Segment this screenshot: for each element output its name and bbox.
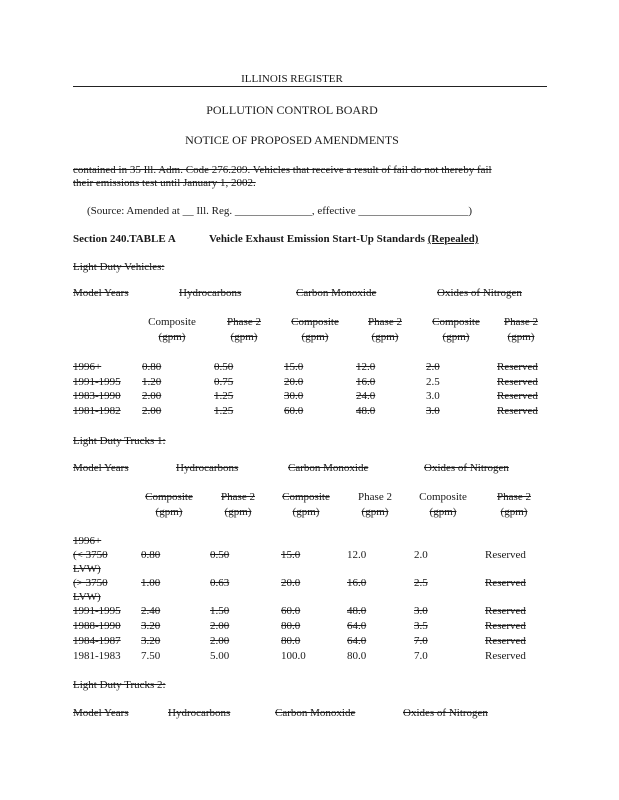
table1-cell: 2.00	[142, 405, 162, 417]
table2-title: Light Duty Trucks 1:	[73, 435, 166, 447]
table1-cell: 12.0	[356, 361, 376, 373]
table2-cell: Reserved	[485, 620, 526, 632]
table2-cell: 3.20	[141, 635, 161, 647]
table1-sub-nox-composite: Composite	[432, 316, 480, 328]
table2-header-carbon-monoxide: Carbon Monoxide	[288, 462, 369, 474]
table2-cell: 0.80	[141, 549, 161, 561]
table1-header-hydrocarbons: Hydrocarbons	[179, 287, 242, 299]
table2-sub-hc-phase2: Phase 2	[221, 491, 255, 503]
table1-cell: 1983-1990	[73, 390, 121, 402]
table1-cell: 1981-1982	[73, 405, 121, 417]
table2-cell: 3.5	[414, 620, 428, 632]
table1-sub-nox-phase2-unit: (gpm)	[507, 331, 535, 343]
table1-cell: 2.5	[426, 376, 440, 388]
table1-cell: 1996+	[73, 361, 102, 373]
table2-cell: 80.0	[281, 620, 301, 632]
table2-header-model-years: Model Years	[73, 462, 129, 474]
notice-title: NOTICE OF PROPOSED AMENDMENTS	[185, 133, 399, 147]
table1-sub-hc-phase2: Phase 2	[227, 316, 261, 328]
table2-cell: 2.00	[210, 635, 230, 647]
table1-sub-nox-composite-unit: (gpm)	[442, 331, 470, 343]
table3-header-oxides-nitrogen: Oxides of Nitrogen	[403, 707, 488, 719]
table2-cell: 7.0	[414, 635, 428, 647]
table2-cell: 2.40	[141, 605, 161, 617]
table1-cell: 48.0	[356, 405, 376, 417]
table1-cell: 15.0	[284, 361, 304, 373]
board-title: POLLUTION CONTROL BOARD	[206, 103, 378, 117]
table1-cell: 2.0	[426, 361, 440, 373]
table2-cell: 2.0	[414, 549, 428, 561]
table2-cell: 7.50	[141, 650, 161, 662]
table1-cell: 3.0	[426, 390, 440, 402]
intro-line-2: their emissions test until January 1, 2002.	[73, 177, 256, 189]
table1-sub-hc-composite: Composite	[148, 316, 196, 328]
table2-cell: (> 3750	[73, 577, 108, 589]
table1-header-carbon-monoxide: Carbon Monoxide	[296, 287, 377, 299]
table2-sub-nox-composite-unit: (gpm)	[429, 506, 457, 518]
table3-title: Light Duty Trucks 2:	[73, 679, 166, 691]
table1-title: Light Duty Vehicles:	[73, 261, 165, 273]
table1-cell: 30.0	[284, 390, 304, 402]
table2-sub-co-phase2-unit: (gpm)	[361, 506, 389, 518]
table1-sub-co-phase2-unit: (gpm)	[371, 331, 399, 343]
table2-cell: (< 3750	[73, 549, 108, 561]
table2-cell: Reserved	[485, 635, 526, 647]
table1-sub-hc-phase2-unit: (gpm)	[230, 331, 258, 343]
table3-header-carbon-monoxide: Carbon Monoxide	[275, 707, 356, 719]
table1-cell: 1.25	[214, 405, 234, 417]
table1-cell: Reserved	[497, 405, 538, 417]
repealed-marker: (Repealed)	[427, 233, 479, 245]
table1-sub-co-composite: Composite	[291, 316, 339, 328]
header-rule	[73, 86, 547, 87]
table2-header-oxides-nitrogen: Oxides of Nitrogen	[424, 462, 509, 474]
table2-cell: Reserved	[485, 650, 526, 662]
source-note: (Source: Amended at __ Ill. Reg. ______________, effective ____________________)	[87, 205, 473, 217]
table1-sub-co-composite-unit: (gpm)	[301, 331, 329, 343]
table2-cell: 12.0	[347, 549, 367, 561]
table2-sub-nox-phase2: Phase 2	[497, 491, 531, 503]
table2-cell: 2.5	[414, 577, 428, 589]
table2-cell: 1.50	[210, 605, 230, 617]
section-label: Section 240.TABLE A	[73, 233, 176, 245]
table2-cell: 3.0	[414, 605, 428, 617]
table2-cell: 64.0	[347, 635, 367, 647]
table2-cell: 0.50	[210, 549, 230, 561]
table2-cell: 80.0	[281, 635, 301, 647]
table2-sub-hc-composite: Composite	[145, 491, 193, 503]
table1-cell: Reserved	[497, 390, 538, 402]
table2-group-label: 1996+	[73, 535, 102, 547]
table1-cell: 16.0	[356, 376, 376, 388]
table2-cell: 3.20	[141, 620, 161, 632]
table2-cell: 48.0	[347, 605, 367, 617]
table1-cell: 60.0	[284, 405, 304, 417]
table2-cell: 16.0	[347, 577, 367, 589]
table1-cell: 20.0	[284, 376, 304, 388]
table2-cell: 1988-1990	[73, 620, 121, 632]
table2-header-hydrocarbons: Hydrocarbons	[176, 462, 239, 474]
table1-sub-co-phase2: Phase 2	[368, 316, 402, 328]
table1-cell: 1991-1995	[73, 376, 121, 388]
intro-line-1: contained in 35 Ill. Adm. Code 276.209. Vehicles that receive a result of fail do not thereby fail	[73, 164, 492, 176]
table2-cell: Reserved	[485, 577, 526, 589]
table1-cell: 3.0	[426, 405, 440, 417]
table1-sub-nox-phase2: Phase 2	[504, 316, 538, 328]
table2-sub-hc-phase2-unit: (gpm)	[224, 506, 252, 518]
table2-sub-nox-composite: Composite	[419, 491, 467, 503]
table2-cell: Reserved	[485, 605, 526, 617]
table2-sub-co-composite: Composite	[282, 491, 330, 503]
table2-sub-co-composite-unit: (gpm)	[292, 506, 320, 518]
table2-cell: 15.0	[281, 549, 301, 561]
register-title: ILLINOIS REGISTER	[241, 73, 343, 85]
table3-header-hydrocarbons: Hydrocarbons	[168, 707, 231, 719]
table2-sub-hc-composite-unit: (gpm)	[155, 506, 183, 518]
table2-cell: 100.0	[281, 650, 306, 662]
table2-sub-nox-phase2-unit: (gpm)	[500, 506, 528, 518]
table2-cell: 60.0	[281, 605, 301, 617]
table2-cell: 20.0	[281, 577, 301, 589]
table1-cell: 0.50	[214, 361, 234, 373]
table2-cell: Reserved	[485, 549, 526, 561]
table2-cell: 1991-1995	[73, 605, 121, 617]
table1-cell: Reserved	[497, 376, 538, 388]
table1-cell: 0.75	[214, 376, 234, 388]
table2-cell: 1981-1983	[73, 650, 121, 662]
table1-cell: 2.00	[142, 390, 162, 402]
table1-cell: Reserved	[497, 361, 538, 373]
table2-cell: 0.63	[210, 577, 230, 589]
table2-sub-co-phase2: Phase 2	[358, 491, 392, 503]
section-title-text: Vehicle Exhaust Emission Start-Up Standards	[209, 233, 425, 245]
table2-cell: 80.0	[347, 650, 367, 662]
table2-cell: 5.00	[210, 650, 230, 662]
table1-sub-hc-composite-unit: (gpm)	[158, 331, 186, 343]
section-title	[209, 233, 478, 246]
table1-cell: 0.80	[142, 361, 162, 373]
table1-cell: 24.0	[356, 390, 376, 402]
table2-cell-suffix: LVW)	[73, 591, 101, 603]
table1-cell: 1.25	[214, 390, 234, 402]
table2-cell: 64.0	[347, 620, 367, 632]
table2-cell: 1984-1987	[73, 635, 121, 647]
table2-cell: 2.00	[210, 620, 230, 632]
table2-cell-suffix: LVW)	[73, 563, 101, 575]
table1-cell: 1.20	[142, 376, 162, 388]
table2-cell: 7.0	[414, 650, 428, 662]
table2-cell: 1.00	[141, 577, 161, 589]
table1-header-oxides-nitrogen: Oxides of Nitrogen	[437, 287, 522, 299]
table3-header-model-years: Model Years	[73, 707, 129, 719]
table1-header-model-years: Model Years	[73, 287, 129, 299]
